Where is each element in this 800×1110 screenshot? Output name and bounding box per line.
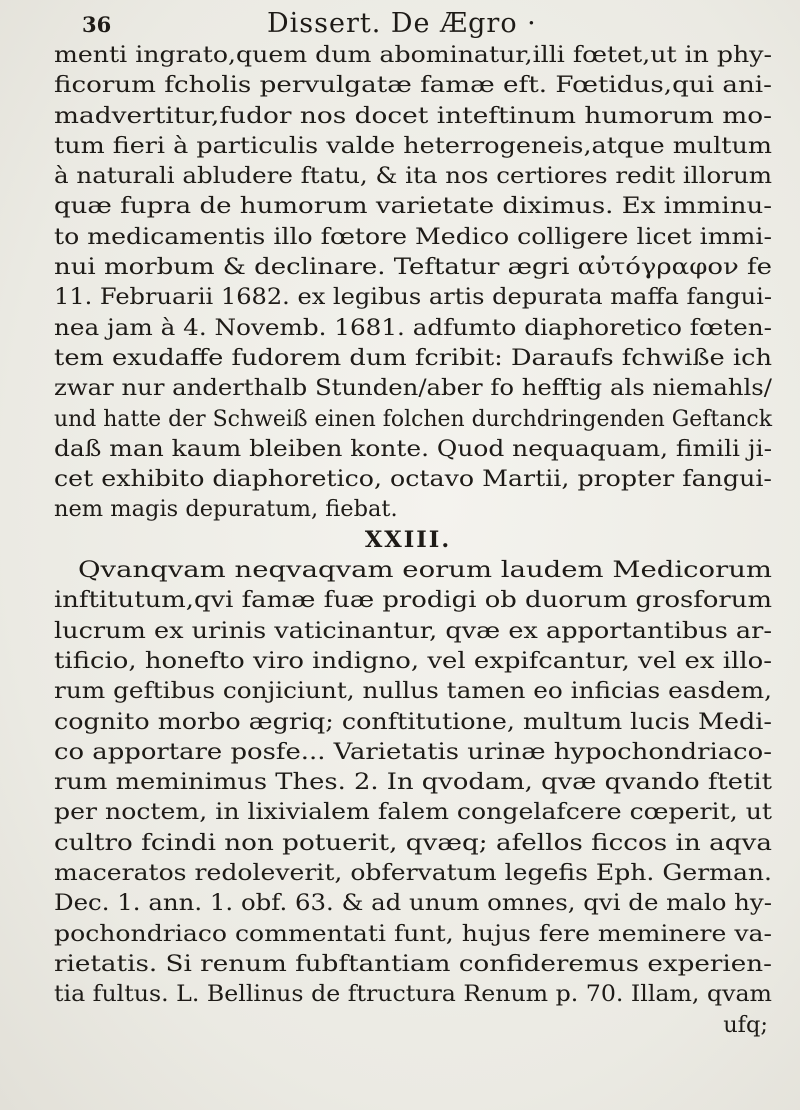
text-line: quæ fupra de humorum varietate diximus. Ex imminu- bbox=[54, 193, 773, 220]
text-line: nem magis depuratum, fiebat. bbox=[54, 496, 398, 523]
text-line: nea jam à 4. Novemb. 1681. adfumto diaphoretico fœten- bbox=[54, 314, 772, 341]
text-line: pochondriaco commentati funt, hujus fere meminere va- bbox=[54, 920, 772, 947]
text-line: inftitutum,qvi famæ fuæ prodigi ob duorum grosforum bbox=[54, 587, 772, 614]
text-line: madvertitur,fudor nos docet inteftinum humorum mo- bbox=[54, 102, 772, 129]
text-line: tum fieri à particulis valde heterrogeneis,atque multum bbox=[54, 132, 772, 159]
text-line: cognito morbo ægriq; conftitutione, multum lucis Medi- bbox=[54, 708, 772, 735]
text-line: Dec. 1. ann. 1. obf. 63. & ad unum omnes, qvi de malo hy- bbox=[54, 890, 772, 917]
page-number: 36 bbox=[82, 12, 112, 37]
text-line: 11. Februarii 1682. ex legibus artis depurata maffa fangui- bbox=[54, 284, 773, 311]
text-line: zwar nur anderthalb Stunden/aber fo hefftig als niemahls/ bbox=[54, 375, 772, 402]
catchword: ufq; bbox=[723, 1011, 768, 1038]
body-text bbox=[38, 40, 778, 1040]
text-line: à naturali abludere ftatu, & ita nos certiores redit illorum bbox=[54, 163, 773, 190]
text-line: maceratos redoleverit, obfervatum legefis Eph. German. bbox=[54, 860, 773, 887]
running-head: Dissert. De Ægro · bbox=[267, 8, 537, 39]
text-line: menti ingrato,quem dum abominatur,illi fœtet,ut in phy- bbox=[54, 42, 773, 68]
text-line: und hatte der Schweiß einen folchen durchdringenden Geftanck bbox=[54, 405, 773, 432]
text-line: cultro fcindi non potuerit, qvæq; afellos ficcos in aqva bbox=[54, 829, 773, 856]
paragraph-first-line: Qvanqvam neqvaqvam eorum laudem Medicorum bbox=[78, 557, 773, 584]
text-line: tem exudaffe fudorem dum fcribit: Daraufs fchwiße ich bbox=[54, 344, 772, 371]
text-line: rum meminimus Thes. 2. In qvodam, qvæ qvando ftetit bbox=[54, 769, 772, 796]
text-line: rietatis. Si renum fubftantiam confideremus experien- bbox=[54, 950, 773, 977]
text-line: daß man kaum bleiben konte. Quod nequaquam, fimili ji- bbox=[54, 435, 773, 462]
page-header bbox=[82, 8, 772, 42]
text-line: cet exhibito diaphoretico, octavo Martii, propter fangui- bbox=[54, 466, 772, 493]
text-line: tia fultus. L. Bellinus de ftructura Renum p. 70. Illam, qvam bbox=[54, 981, 772, 1008]
text-line: rum geftibus conjiciunt, nullus tamen eo inficias easdem, bbox=[54, 678, 773, 705]
text-line: co apportare posfe... Varietatis urinæ hypochondriaco- bbox=[54, 738, 772, 765]
text-line: per noctem, in lixivialem falem congelafcere cœperit, ut bbox=[54, 799, 773, 826]
text-line: nui morbum & declinare. Teftatur ægri αὐτόγραφον fe bbox=[54, 254, 772, 281]
text-line: to medicamentis illo fœtore Medico colligere licet immi- bbox=[54, 223, 772, 250]
section-number: XXIII. bbox=[364, 526, 452, 553]
text-line: ficorum fcholis pervulgatæ famæ eft. Fœtidus,qui ani- bbox=[54, 72, 773, 99]
text-line: tificio, honefto viro indigno, vel expifcantur, vel ex illo- bbox=[54, 647, 772, 674]
text-line: lucrum ex urinis vaticinantur, qvæ ex apportantibus ar- bbox=[54, 617, 773, 644]
